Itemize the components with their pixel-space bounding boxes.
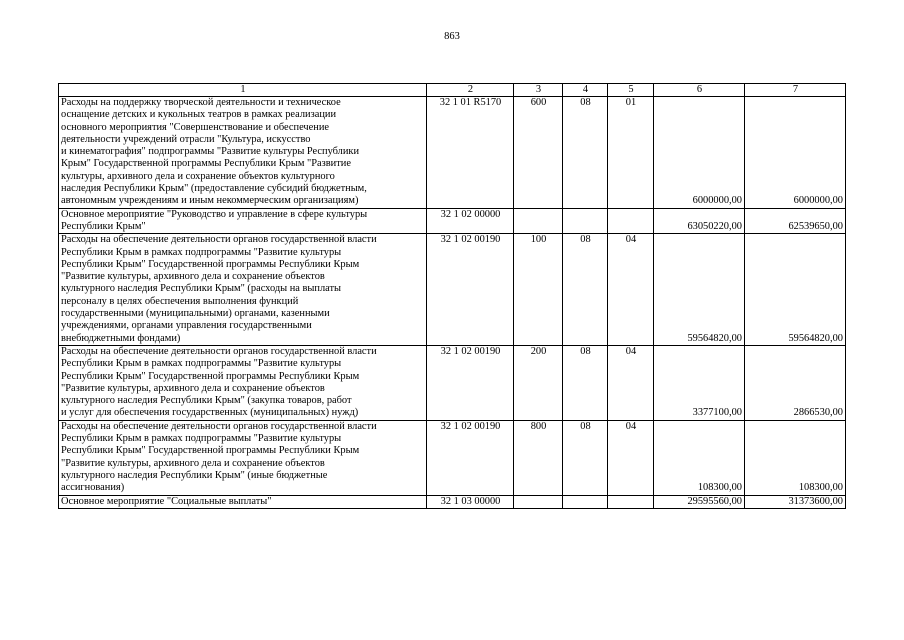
row-target-code: 32 1 02 00190 [427,345,514,420]
row-sum-year1: 3377100,00 [654,345,745,420]
column-header: 6 [654,84,745,97]
row-section: 08 [563,420,608,495]
row-subsection: 04 [608,234,654,346]
column-header: 4 [563,84,608,97]
row-sum-year1: 63050220,00 [654,208,745,234]
row-description: Расходы на обеспечение деятельности органов государственной власти Республики Крым в рамках подпрограммы "Развитие культуры Республики Крым" Государственной программы Республики Крым "Развитие культуры, архивного дела и сохранение объектов культурного наследия Республики Крым" (иные бюджетные ассигнования) [59,420,427,495]
row-section [563,495,608,508]
header-row [59,84,846,97]
row-sum-year2: 62539650,00 [745,208,846,234]
column-header: 3 [514,84,563,97]
table-row [59,495,846,508]
row-description: Расходы на обеспечение деятельности органов государственной власти Республики Крым в рамках подпрограммы "Развитие культуры Республики Крым" Государственной программы Республики Крым "Развитие культуры, архивного дела и сохранение объектов культурного наследия Республики Крым" (закупка товаров, работ и услуг для обеспечения государственных (муниципальных) нужд) [59,345,427,420]
row-expense-type: 600 [514,97,563,209]
row-target-code: 32 1 02 00190 [427,420,514,495]
budget-table [58,83,846,509]
table-row [59,234,846,346]
column-header: 7 [745,84,846,97]
row-description: Основное мероприятие "Руководство и управление в сфере культуры Республики Крым" [59,208,427,234]
row-sum-year2: 6000000,00 [745,97,846,209]
table-row [59,97,846,209]
row-sum-year1: 29595560,00 [654,495,745,508]
table-row [59,208,846,234]
column-header: 2 [427,84,514,97]
row-sum-year2: 108300,00 [745,420,846,495]
row-expense-type [514,495,563,508]
row-subsection: 04 [608,345,654,420]
row-sum-year2: 2866530,00 [745,345,846,420]
column-header: 5 [608,84,654,97]
table-row [59,420,846,495]
row-expense-type: 100 [514,234,563,346]
row-sum-year2: 59564820,00 [745,234,846,346]
row-subsection: 01 [608,97,654,209]
table-row [59,345,846,420]
page-number: 863 [444,31,460,42]
row-target-code: 32 1 02 00000 [427,208,514,234]
row-description: Расходы на обеспечение деятельности органов государственной власти Республики Крым в рамках подпрограммы "Развитие культуры Республики Крым" Государственной программы Республики Крым "Развитие культуры, архивного дела и сохранение объектов культурного наследия Республики Крым" (расходы на выплаты персоналу в целях обеспечения выполнения функций государственными (муниципальными) органами, казенными учреждениями, органами управления государственными внебюджетными фондами) [59,234,427,346]
row-section: 08 [563,345,608,420]
row-description: Основное мероприятие "Социальные выплаты" [59,495,427,508]
row-sum-year1: 6000000,00 [654,97,745,209]
row-section [563,208,608,234]
row-target-code: 32 1 02 00190 [427,234,514,346]
row-section: 08 [563,234,608,346]
column-header: 1 [59,84,427,97]
row-description: Расходы на поддержку творческой деятельности и техническое оснащение детских и кукольных театров в рамках реализации основного мероприятия "Совершенствование и обеспечение деятельности учреждений отрасли "Культура, искусство и кинематография" подпрограммы "Развитие культуры Республики Крым" Государственной программы Республики Крым "Развитие культуры, архивного дела и сохранение объектов культурного наследия Республики Крым" (предоставление субсидий бюджетным, автономным учреждениям и иным некоммерческим организациям) [59,97,427,209]
row-subsection [608,208,654,234]
row-expense-type: 800 [514,420,563,495]
row-sum-year2: 31373600,00 [745,495,846,508]
row-expense-type [514,208,563,234]
row-expense-type: 200 [514,345,563,420]
row-subsection [608,495,654,508]
row-target-code: 32 1 03 00000 [427,495,514,508]
row-sum-year1: 108300,00 [654,420,745,495]
row-section: 08 [563,97,608,209]
row-subsection: 04 [608,420,654,495]
row-sum-year1: 59564820,00 [654,234,745,346]
row-target-code: 32 1 01 R5170 [427,97,514,209]
